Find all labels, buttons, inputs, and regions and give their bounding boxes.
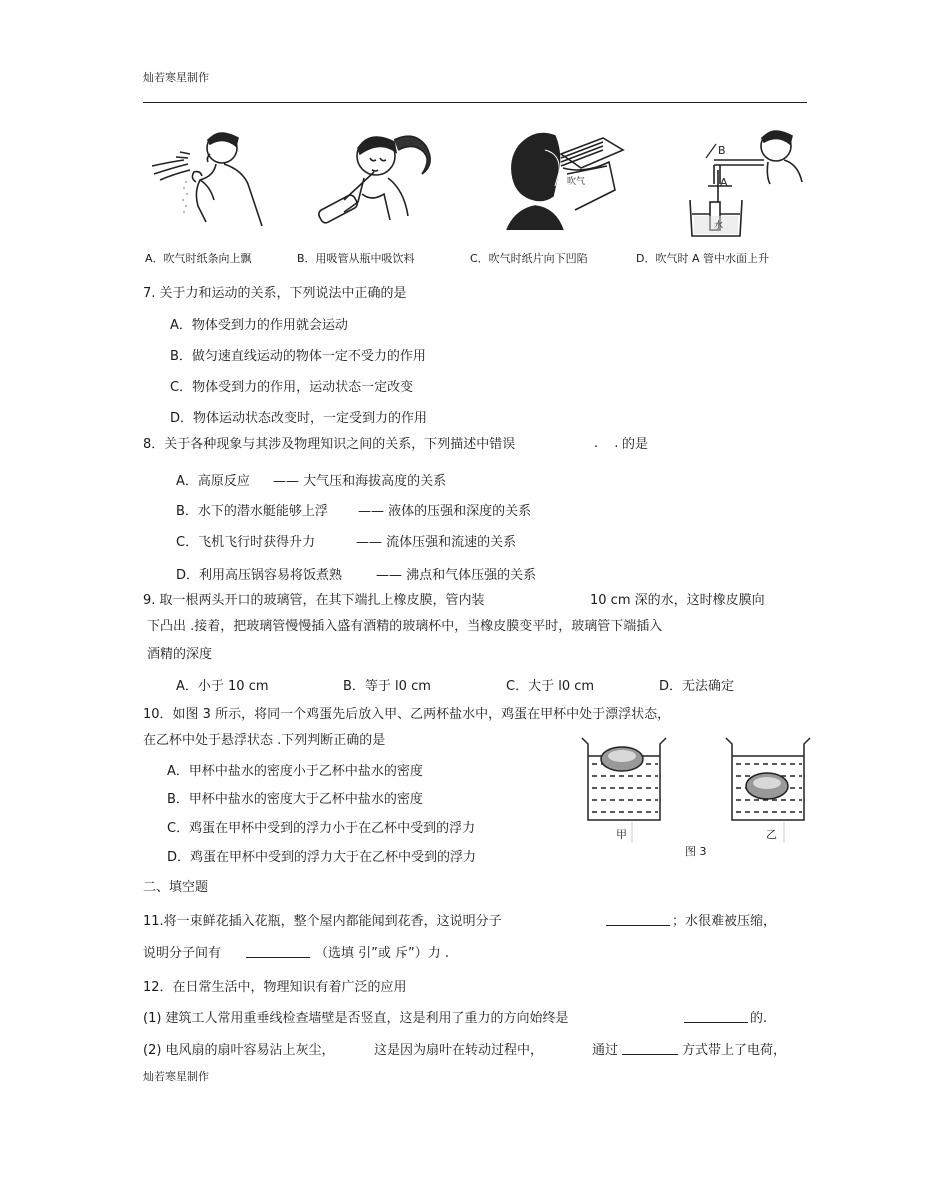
fig-d-caption: D．吹气时 A 管中水面上升 [636, 252, 769, 265]
figure-b-girl-straw [314, 124, 444, 236]
figure-c-label: 吹气 [567, 177, 586, 187]
page-header: 灿若寒星制作 [143, 71, 209, 84]
q12-blank-2[interactable] [622, 1040, 678, 1059]
q12-stem: 12．在日常生活中，物理知识有着广泛的应用 [143, 980, 407, 995]
q11-line1a: 11.将一束鲜花插入花瓶，整个屋内都能闻到花香，这说明分子 [143, 914, 502, 929]
figure-d-label-b: B [718, 144, 726, 157]
fig-b-caption: B．用吸管从瓶中吸饮料 [297, 252, 415, 265]
figure-3-beakers [578, 734, 813, 844]
q9-option-a: A．小于 10 cm [176, 679, 269, 694]
figure-d-atomizer [680, 124, 810, 240]
q8-stem-end: 的是 [622, 437, 649, 452]
q8-option-a-right: —— 大气压和海拔高度的关系 [273, 474, 447, 489]
section-title-fill-blank: 二、填空题 [143, 880, 209, 895]
fig-a-caption: A．吹气时纸条向上飘 [145, 252, 252, 265]
q10-option-d: D．鸡蛋在甲杯中受到的浮力大于在乙杯中受到的浮力 [167, 850, 477, 865]
q12-sub2d: 方式带上了电荷， [682, 1043, 787, 1058]
q7-option-b: B．做匀速直线运动的物体一定不受力的作用 [170, 349, 426, 364]
q7-option-c: C．物体受到力的作用，运动状态一定改变 [170, 380, 414, 395]
q9-option-d: D．无法确定 [659, 679, 735, 694]
q10-option-a: A．甲杯中盐水的密度小于乙杯中盐水的密度 [167, 764, 423, 779]
q9-line2: 下凸出 .接着，把玻璃管慢慢插入盛有酒精的玻璃杯中，当橡皮膜变平时，玻璃管下端插入 [147, 619, 663, 634]
q8-option-d-right: —— 沸点和气体压强的关系 [376, 568, 537, 583]
q10-line1: 10．如图 3 所示，将同一个鸡蛋先后放入甲、乙两杯盐水中，鸡蛋在甲杯中处于漂浮状态， [143, 707, 671, 722]
q9-line3: 酒精的深度 [147, 647, 213, 662]
figure-3-caption: 图 3 [685, 845, 707, 858]
q8-option-c-left: C．飞机飞行时获得升力 [176, 535, 316, 550]
q8-stem: 8．关于各种现象与其涉及物理知识之间的关系，下列描述中错误 [143, 437, 516, 452]
q9-line1b: 10 cm 深的水，这时橡皮膜向 [590, 593, 765, 608]
q11-line2b: （选填 引”或 斥”）力 . [315, 946, 449, 961]
q10-option-b: B．甲杯中盐水的密度大于乙杯中盐水的密度 [167, 792, 423, 807]
q9-line1a: 9. 取一根两头开口的玻璃管，在其下端扎上橡皮膜，管内装 [143, 593, 485, 608]
q7-option-d: D．物体运动状态改变时，一定受到力的作用 [170, 411, 428, 426]
q11-line2a: 说明分子间有 [143, 946, 222, 961]
figure-3-label-jia: 甲 [616, 828, 627, 841]
q10-line2: 在乙杯中处于悬浮状态 .下列判断正确的是 [143, 733, 386, 748]
q12-sub2b: 这是因为扇叶在转动过程中， [374, 1043, 544, 1058]
q12-sub2c: 通过 [592, 1043, 619, 1058]
q12-sub2a: (2) 电风扇的扇叶容易沾上灰尘， [143, 1043, 335, 1058]
q8-option-d-left: D．利用高压锅容易将饭煮熟 [176, 568, 343, 583]
figure-a-boy-blowing [150, 122, 270, 232]
q8-option-c-right: —— 流体压强和流速的关系 [356, 535, 517, 550]
q8-emphasis-dots: . . [594, 436, 625, 451]
page-footer: 灿若寒星制作 [143, 1070, 209, 1083]
q8-option-b-right: —— 液体的压强和深度的关系 [358, 504, 532, 519]
q7-stem: 7. 关于力和运动的关系，下列说法中正确的是 [143, 286, 407, 301]
q9-option-c: C．大于 l0 cm [506, 679, 595, 694]
q8-option-b-left: B．水下的潜水艇能够上浮 [176, 504, 328, 519]
q7-option-a: A．物体受到力的作用就会运动 [170, 318, 348, 333]
figure-3-label-yi: 乙 [766, 828, 777, 841]
q10-option-c: C．鸡蛋在甲杯中受到的浮力小于在乙杯中受到的浮力 [167, 821, 476, 836]
q11-line1b: ；水很难被压缩， [672, 914, 777, 929]
q11-blank-1[interactable] [606, 911, 670, 930]
q12-sub1a: (1) 建筑工人常用重垂线检查墙壁是否竖直，这是利用了重力的方向始终是 [143, 1011, 569, 1026]
q12-blank-1[interactable] [684, 1008, 748, 1027]
fig-c-caption: C．吹气时纸片向下凹陷 [470, 252, 588, 265]
q9-option-b: B．等于 l0 cm [343, 679, 431, 694]
figure-d-label-water: 水 [714, 221, 724, 231]
figure-d-label-a: A [720, 176, 728, 189]
header-divider [143, 102, 807, 103]
q8-option-a-left: A．高原反应 [176, 474, 250, 489]
figure-c-blow-paper [505, 126, 625, 236]
q11-blank-2[interactable] [246, 943, 310, 962]
q12-sub1b: 的. [750, 1011, 768, 1026]
